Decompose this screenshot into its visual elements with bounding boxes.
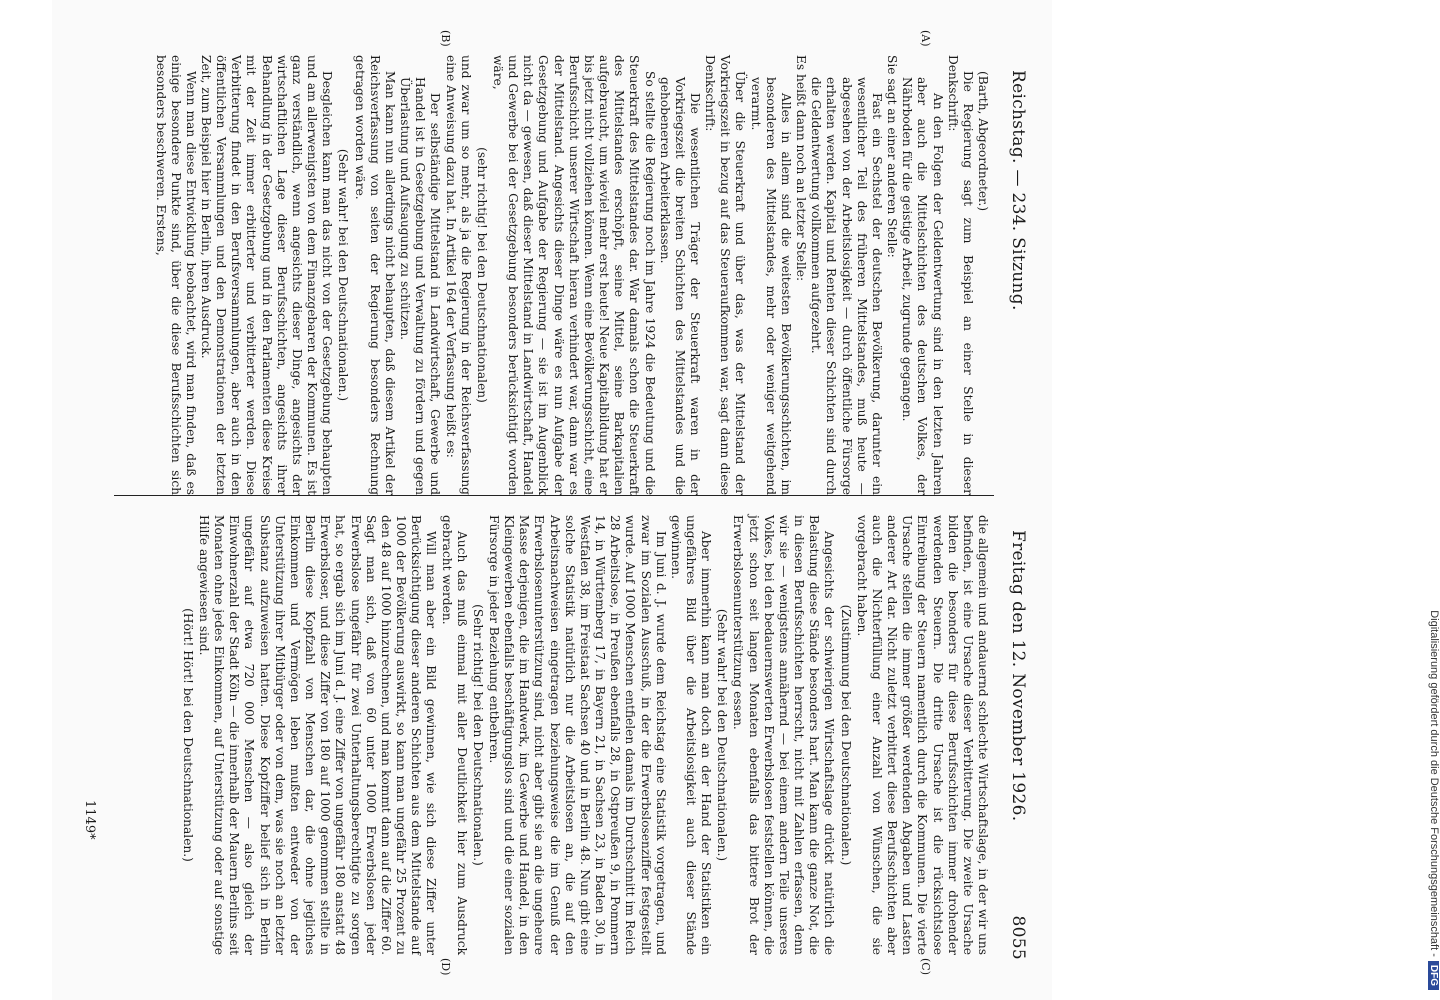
page-header: [998, 70, 1028, 960]
interjection: (Sehr wahr! bei den Deutschnationalen.): [715, 608, 730, 862]
interjection: (Sehr wahr! bei den Deutschnationalen.): [336, 148, 351, 402]
margin-mark-d: (D): [439, 958, 452, 976]
margin-mark-b: (B): [439, 30, 452, 47]
header-session: Reichstag. — 234. Sitzung.: [1008, 70, 1028, 311]
paragraph: (Barth, Abgeordneter.): [976, 71, 990, 212]
paragraph: An den Folgen der Geldentwertung sind in den letzten Jahren aber auch die Mittelschichten des deutschen Volkes, der Nährboden für die geistige Arbeit, zugrunde gegangen.: [900, 77, 945, 495]
paragraph: Alles in allem sind die weitesten Bevölkerungsschichten, im besonderen des Mittelstandes, mehr oder weniger weitgehend verarmt.: [748, 77, 793, 495]
paragraph: Auch das muß einmal mit aller Deutlichkeit hier zum Ausdruck gebracht werden.: [439, 515, 469, 955]
paragraph: Es heißt dann noch an letzter Stelle:: [794, 55, 809, 282]
page-content: [52, 0, 1052, 1000]
interjection: (Hört! Hört! bei den Deutschnationalen.): [180, 608, 195, 862]
paragraph: Die wesentlichen Träger der Steuerkraft waren in der Vorkriegszeit die breiten Schichten des Mittelstandes und die gehobeneren Arbeiterklassen.: [657, 77, 703, 495]
margin-mark-c: (C): [919, 958, 932, 975]
paragraph: Man kann nun allerdings nicht behaupten, daß diesem Artikel der Reichsverfassung von seiten der Regierung besonders Rechnung getragen worden wäre.: [352, 55, 397, 495]
digitization-credit-text: Digitalisierung gefördert durch die Deutsche Forschungsgemeinschaft -: [1428, 610, 1440, 957]
paragraph: Die Regierung sagt zum Beispiel an einer Stelle in dieser Denkschrift:: [945, 55, 975, 495]
paragraph: die allgemein und andauernd schlechte Wirtschaftslage, in der wir uns befinden, ist eine Ursache dieser Verbitterung. Die zweite Ursache bilden die besonders für diese Berufsschichten immer drohender werdenden Steuern. Die dritte Ursache ist die rücksichtslose Eintreibung der Steuern namentlich durch die Kommunen. Die vierte Ursache stellen die immer größer werdenden Abgaben und Lasten anderer Art dar. Nicht zuletzt verbittert diese Berufsschichten aber auch die Nichterfüllung einer Anzahl von Wünschen, die sie vorgebracht haben.: [854, 515, 990, 955]
margin-mark-a: (A): [919, 30, 932, 47]
interjection: (Sehr richtig! bei den Deutschnationalen.): [470, 604, 485, 866]
scanned-page: [52, 0, 1052, 1000]
paragraph: Der selbständige Mittelstand in Landwirtschaft, Gewerbe und Handel ist in Gesetzgebung und Verwaltung zu fördern und gegen Überlastung und Aufsaugung zu schützen.: [398, 77, 443, 495]
left-column: [110, 55, 990, 495]
paragraph: So stellte die Regierung noch im Jahre 1924 die Bedeutung und die Steuerkraft des Mittelstandes dar. War damals schon die Steuerkraft des Mittelstandes erschöpft, seine Mittel, seine Barkapitalien aufgebraucht, um wieviel mehr erst heute! Neue Kapitalbildung hat er bis jetzt nicht vollziehen können. Wenn eine Bevölkerungsschicht, eine Berufsschicht unserer Wirtschaft hieran verhindert war, dann war es der Mittelstand. Angesichts dieser Dinge wäre es nun Aufgabe der Gesetzgebung und Aufgabe der Regierung — sie ist im Augenblick nicht da — gewesen, daß dieser Mittelstand in Landwirtschaft, Handel und Gewerbe bei der Gesetzgebung besonders berücksichtigt worden wäre,: [491, 55, 657, 495]
paragraph: Über die Steuerkraft und über das, was der Mittelstand der Vorkriegszeit in bezug auf das Steueraufkommen war, sagt dann diese Denkschrift:: [703, 55, 748, 495]
paragraph: und zwar um so mehr, als ja die Regierung in der Reichsverfassung eine Anweisung dazu hat. In Artikel 164 der Verfassung heißt es:: [443, 55, 473, 495]
paragraph: Aber immerhin kann man doch an der Hand der Statistiken ein ungefähres Bild über die Arbeitslosigkeit auch dieser Stände gewinnen.: [668, 515, 714, 955]
footer-number: 1149*: [82, 800, 97, 840]
interjection: (Zustimmung bei den Deutschnationalen.): [838, 604, 853, 866]
paragraph: Will man aber ein Bild gewinnen, wie sich diese Ziffer unter Berücksichtigung dieser anderen Schichten aus dem Mittelstande auf 1000 der Bevölkerung auswirkt, so kann man ungefähr 25 Prozent zu den 48 auf 1000 hinzurechnen, und man kommt dann auf die Ziffer 60. Sagt man sich, daß von 60 unter 1000 Erwerbslosen jeder Erwerbslose ungefähr für zwei Unterhaltungsberechtigte zu sorgen hat, so ergab sich im Juni d. J. eine Ziffer von ungefähr 180 anstatt 48 Erwerbsloser, und diese Ziffer von 180 auf 1000 genommen stellte in Berlin diese Kopfzahl von Menschen dar, die ohne jegliches Einkommen und Vermögen leben mußten entweder von der Unterstützung ihrer Mitbürger oder von dem, was sie noch an letzter Substanz aufzuweisen hatten. Diese Kopfziffer belief sich in Berlin ungefähr auf etwa 720 000 Menschen — also gleich der Einwohnerzahl der Stadt Köln — die innerhalb der Mauern Berlins seit Monaten ohne jedes Einkommen, auf Unterstützung oder auf sonstige Hilfe angewiesen sind.: [197, 515, 439, 955]
paragraph: Sie sagt an einer anderen Stelle:: [885, 55, 900, 258]
dfg-logo: DFG: [1428, 961, 1439, 990]
header-date: Freitag den 12. November 1926.: [1008, 530, 1028, 822]
paragraph: Wenn man diese Entwicklung beobachtet, wird man finden, daß es einige besondere Punkte sind, über die diese Berufsschichten sich besonders beschweren. Erstens,: [153, 55, 198, 495]
column-divider: [114, 495, 994, 496]
right-column: [110, 515, 990, 955]
paragraph: Im Juni d. J. wurde dem Reichstag eine Statistik vorgetragen, und zwar im Sozialen Ausschuß, in der die Erwerbslosenziffer festgestellt wurde. Auf 1000 Menschen entfielen damals im Durchschnitt im Reich 28 Arbeitslose, in Preußen ebenfalls 28, in Ostpreußen 9, in Pommern 14, in Württemberg 17, in Bayern 21, in Sachsen 23, in Baden 30, in Westfalen 38, im Freistaat Sachsen 40 und in Berlin 48. Nun gibt eine solche Statistik natürlich nur die Arbeitslosen an, die auf den Arbeitsnachweisen eingetragen beziehungsweise die im Genuß der Erwerbslosenunterstützung sind, nicht aber gibt sie an die ungeheure Masse derjenigen, die im Handwerk, im Gewerbe und Handel, in den Kleingewerben ebenfalls beschäftigungslos sind und die einer sozialen Fürsorge in jeder Beziehung entbehren.: [487, 515, 668, 955]
paragraph: Fast ein Sechstel der deutschen Bevölkerung, darunter ein wesentlicher Teil des früheren Mittelstandes, muß heute — abgesehen von der Arbeitslosigkeit — durch öffentliche Fürsorge erhalten werden. Kapital und Renten dieser Schichten sind durch die Geldentwertung vollkommen aufgezehrt.: [809, 77, 884, 495]
paragraph: Desgleichen kann man das nicht von der Gesetzgebung behaupten und am allerwenigsten von dem Finanzgebaren der Kommunen. Es ist ganz verständlich, wenn angesichts dieser Dinge, angesichts der wirtschaftlichen Lage dieser Berufsschichten, angesichts ihrer Behandlung in der Gesetzgebung und in den Parlamenten diese Kreise mit der Zeit immer erbitterter und verbitterter werden. Diese Verbitterung findet in den Berufsversammlungen, aber auch in den öffentlichen Versammlungen und den Demonstrationen der letzten Zeit, zum Beispiel hier in Berlin, ihren Ausdruck.: [199, 55, 335, 495]
paragraph: Angesichts der schwierigen Wirtschaftslage drückt natürlich die Belastung diese Stände besonders hart. Man kann die ganze Not, die in diesen Berufsschichten herrscht, nicht mit Zahlen erfassen, denn wir sie — wenigstens annähernd — bei einem andern Teile unseres Volkes, bei den bedauernswerten Erwerbslosen feststellen können, die jetzt schon seit langen Monaten ebenfalls das bittere Brot der Erwerbslosenunterstützung essen.: [731, 515, 837, 955]
interjection: (sehr richtig! bei den Deutschnationalen): [474, 147, 489, 403]
page-number: 8055: [1008, 915, 1028, 960]
digitization-credit: [1400, 10, 1440, 990]
